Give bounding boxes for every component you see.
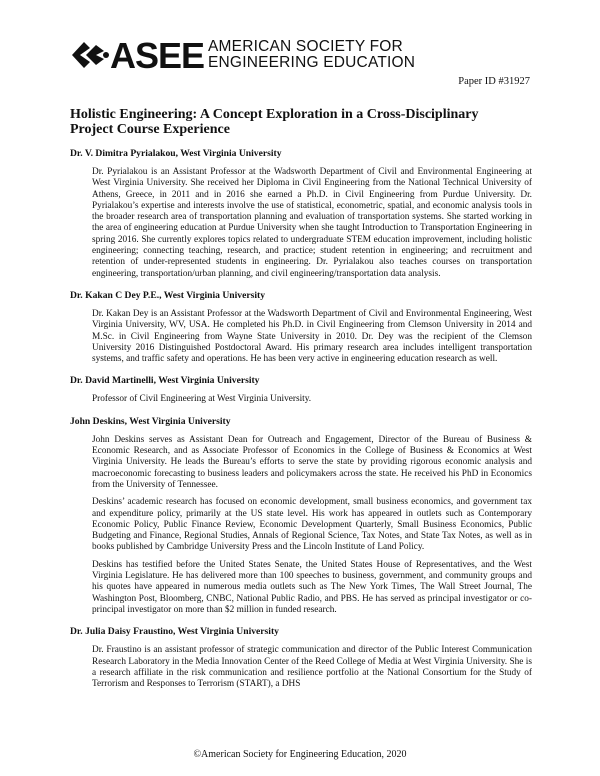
author-name: Dr. Kakan C Dey P.E., West Virginia University xyxy=(70,289,265,301)
author-bios xyxy=(70,148,532,700)
paper-id: Paper ID #31927 xyxy=(458,76,530,87)
paper-title xyxy=(70,107,540,137)
author-bio: Deskins’ academic research has focused on economic development, small business economics, and government tax and expenditure policy, primarily at the US state level. His work has appeared in outlets such as Contemporary Economic Policy, Public Finance Review, Economic Development Quarterly, Small Business Economics, Public Budgeting and Finance, Regional Studies, Annals of Regional Science, Tax Notes, and State Tax Notes, as well as in books published by Cambridge University Press and the Lincoln Institute of Land Policy. xyxy=(92,497,532,553)
title-line-2: Project Course Experience xyxy=(70,122,230,137)
organization-name xyxy=(208,39,415,71)
author-bio: Dr. Fraustino is an assistant professor of strategic communication and director of the Public Interest Communication Research Laboratory in the Media Innovation Center of the Reed College of Media at West Virginia University. She is a research affiliate in the risk communication and resilience portfolio at the National Consortium for the Study of Terrorism and Responses to Terrorism (START), a DHS xyxy=(92,645,532,690)
author-name: Dr. David Martinelli, West Virginia University xyxy=(70,375,260,387)
author-bio: John Deskins serves as Assistant Dean for Outreach and Engagement, Director of the Bureau of Business & Economic Research, and as Associate Professor of Economics in the College of Business & Economics at West Virginia University. He leads the Bureau’s efforts to serve the state by providing rigorous economic analysis and macroeconomic forecasting to business leaders and policymakers across the state. He received his PhD in Economics from the University of Tennessee. xyxy=(92,434,532,490)
asee-logo-icon xyxy=(70,38,110,72)
author-bio: Dr. Kakan Dey is an Assistant Professor at the Wadsworth Department of Civil and Environmental Engineering, West Virginia University, WV, USA. He completed his Ph.D. in Civil Engineering from Clemson University in 2014 and M.Sc. in Civil Engineering from Wayne State University in 2010. Dr. Dey was the recipient of the Clemson University 2016 Distinguished Postdoctoral Award. His primary research area includes intelligent transportation systems, and traffic safety and operations. He has been very active in engineering education research as well. xyxy=(92,308,532,365)
org-line-2: ENGINEERING EDUCATION xyxy=(208,54,416,71)
title-line-1: Holistic Engineering: A Concept Exploration in a Cross-Disciplinary xyxy=(70,107,479,122)
author-name: John Deskins, West Virginia University xyxy=(70,415,231,427)
org-line-1: AMERICAN SOCIETY FOR xyxy=(208,38,403,55)
author-name: Dr. Julia Daisy Fraustino, West Virginia University xyxy=(70,626,279,638)
author-bio: Deskins has testified before the United States Senate, the United States House of Representatives, and the West Virginia Legislature. He has delivered more than 100 speeches to business, government, and community groups and his quotes have appeared in numerous media outlets such as The New York Times, The Wall Street Journal, The Washington Post, Bloomberg, CNBC, National Public Radio, and PBS. He has served as principal investigator or co-principal investigator on more than $2 million in funded research. xyxy=(92,559,532,615)
copyright-footer: ©American Society for Engineering Education, 2020 xyxy=(193,749,407,760)
logo-wordmark: ASEE xyxy=(110,35,205,76)
author-bio: Professor of Civil Engineering at West Virginia University. xyxy=(92,394,312,405)
author-bio: Dr. Pyrialakou is an Assistant Professor at the Wadsworth Department of Civil and Environmental Engineering at West Virginia University. She received her Diploma in Civil Engineering from the National Technical University of Athens, Greece, in 2011 and in 2016 she earned a Ph.D. in Civil Engineering from Purdue University. Dr. Pyrialakou’s expertise and interests involve the use of statistical, econometric, spatial, and economic analysis tools in the broader research area of transportation planning and evaluation of transportation systems. She started working in the area of engineering education at Purdue University when she taught Introduction to Transportation Engineering in spring 2016. She currently explores topics related to undergraduate STEM education improvement, including holistic engineering; connecting teaching, research, and practice; student retention in engineering; and recruitment and retention of under-represented students in engineering. Dr. Pyrialakou also teaches courses on transportation engineering, transportation/urban planning, and civil engineering/transportation data analysis. xyxy=(92,167,532,279)
author-name: Dr. V. Dimitra Pyrialakou, West Virginia University xyxy=(70,148,282,159)
asee-header xyxy=(70,36,530,76)
